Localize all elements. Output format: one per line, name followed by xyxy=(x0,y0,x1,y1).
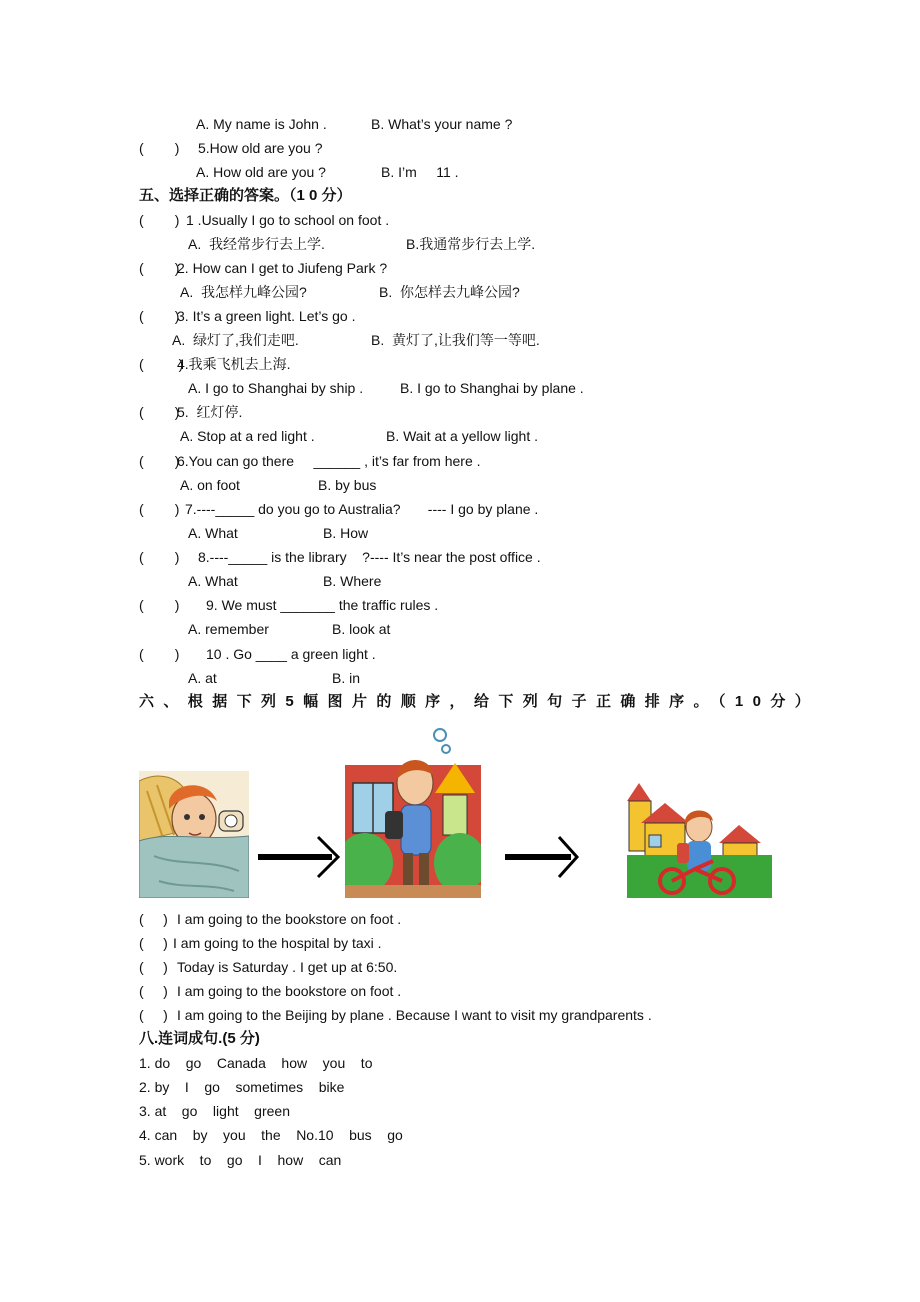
option-b: B. I go to Shanghai by plane . xyxy=(400,380,584,396)
answer-blank[interactable]: ( ) xyxy=(139,356,184,372)
option-b: B.我通常步行去上学. xyxy=(406,236,536,252)
answer-blank[interactable]: ( ) xyxy=(139,911,168,927)
question-text: 5.How old are you ? xyxy=(198,140,323,156)
arrow-right-icon xyxy=(256,834,342,880)
answer-blank[interactable]: ( ) xyxy=(139,453,180,469)
option-b: B. in xyxy=(332,670,361,686)
answer-blank[interactable]: ( ) xyxy=(139,549,180,565)
option-a: A. What xyxy=(188,525,238,541)
question-text: 1 .Usually I go to school on foot . xyxy=(186,212,390,228)
word-order-item: 2. by I go sometimes bike xyxy=(139,1079,345,1095)
option-b: B. look at xyxy=(332,621,391,637)
option-a: A. at xyxy=(188,670,217,686)
question-text: 7.----_____ do you go to Australia? ---- I go by plane . xyxy=(185,501,539,517)
answer-blank[interactable]: ( ) xyxy=(139,1007,168,1023)
word-order-item: 5. work to go I how can xyxy=(139,1152,342,1168)
question-text: 10 . Go ____ a green light . xyxy=(206,646,376,662)
option-a: A. I go to Shanghai by ship . xyxy=(188,380,364,396)
answer-blank[interactable]: ( ) xyxy=(139,597,180,613)
question-text: 8.----_____ is the library ?---- It’s near the post office . xyxy=(198,549,541,565)
word-order-item: 3. at go light green xyxy=(139,1103,290,1119)
bike-illustration xyxy=(627,773,772,898)
option-b: B. I’m 11 . xyxy=(381,164,459,180)
option-a: A. 我经常步行去上学. xyxy=(188,236,325,252)
answer-blank[interactable]: ( ) xyxy=(139,646,180,662)
answer-blank[interactable]: ( ) xyxy=(139,501,180,517)
section-title: 六、根据下列5幅图片的顺序，给下列句子正确排序。（10分） xyxy=(139,693,820,710)
answer-blank[interactable]: ( ) xyxy=(139,260,180,276)
option-a: A. on foot xyxy=(180,477,240,493)
option-a: A. 绿灯了,我们走吧. xyxy=(172,332,299,348)
sentence-text: Today is Saturday . I get up at 6:50. xyxy=(177,959,398,975)
section-title: 八.连词成句.(5 分) xyxy=(139,1030,260,1047)
answer-blank[interactable]: ( ) xyxy=(139,959,168,975)
section-title: 五、选择正确的答案。（1 0 分） xyxy=(139,187,352,204)
answer-blank[interactable]: ( ) xyxy=(139,140,180,156)
sentence-text: I am going to the bookstore on foot . xyxy=(177,983,402,999)
answer-blank[interactable]: ( ) xyxy=(139,983,168,999)
option-b: B. Where xyxy=(323,573,382,589)
option-b: B. 黄灯了,让我们等一等吧. xyxy=(371,332,540,348)
answer-blank[interactable]: ( ) xyxy=(139,404,180,420)
option-b: B. How xyxy=(323,525,369,541)
answer-blank[interactable]: ( ) xyxy=(139,935,168,951)
option-a: A. remember xyxy=(188,621,269,637)
option-a: A. How old are you ? xyxy=(196,164,326,180)
sentence-text: I am going to the bookstore on foot . xyxy=(177,911,402,927)
answer-blank[interactable]: ( ) xyxy=(139,212,180,228)
sentence-text: I am going to the hospital by taxi . xyxy=(173,935,382,951)
word-order-item: 1. do go Canada how you to xyxy=(139,1055,373,1071)
question-text: 3. It’s a green light. Let’s go . xyxy=(177,308,356,324)
option-a: A. My name is John . xyxy=(196,116,327,132)
option-b: B. 你怎样去九峰公园? xyxy=(379,284,520,300)
option-b: B. What’s your name ? xyxy=(371,116,513,132)
option-b: B. Wait at a yellow light . xyxy=(386,428,538,444)
question-text: 2. How can I get to Jiufeng Park ? xyxy=(177,260,388,276)
option-a: A. Stop at a red light . xyxy=(180,428,315,444)
question-text: 5. 红灯停. xyxy=(177,404,243,420)
wake-up-illustration xyxy=(139,771,249,898)
walking-illustration xyxy=(345,723,481,898)
picture-walking xyxy=(345,723,481,898)
sentence-text: I am going to the Beijing by plane . Because I want to visit my grandparents . xyxy=(177,1007,652,1023)
question-text: 6.You can go there ______ , it’s far from here . xyxy=(177,453,481,469)
option-a: A. What xyxy=(188,573,238,589)
answer-blank[interactable]: ( ) xyxy=(139,308,180,324)
picture-riding-bike xyxy=(627,773,772,898)
option-b: B. by bus xyxy=(318,477,377,493)
option-a: A. 我怎样九峰公园? xyxy=(180,284,307,300)
question-text: 4.我乘飞机去上海. xyxy=(177,356,291,372)
arrow-right-icon xyxy=(503,834,581,880)
picture-wake-up xyxy=(139,771,249,898)
question-text: 9. We must _______ the traffic rules . xyxy=(206,597,439,613)
word-order-item: 4. can by you the No.10 bus go xyxy=(139,1127,403,1143)
